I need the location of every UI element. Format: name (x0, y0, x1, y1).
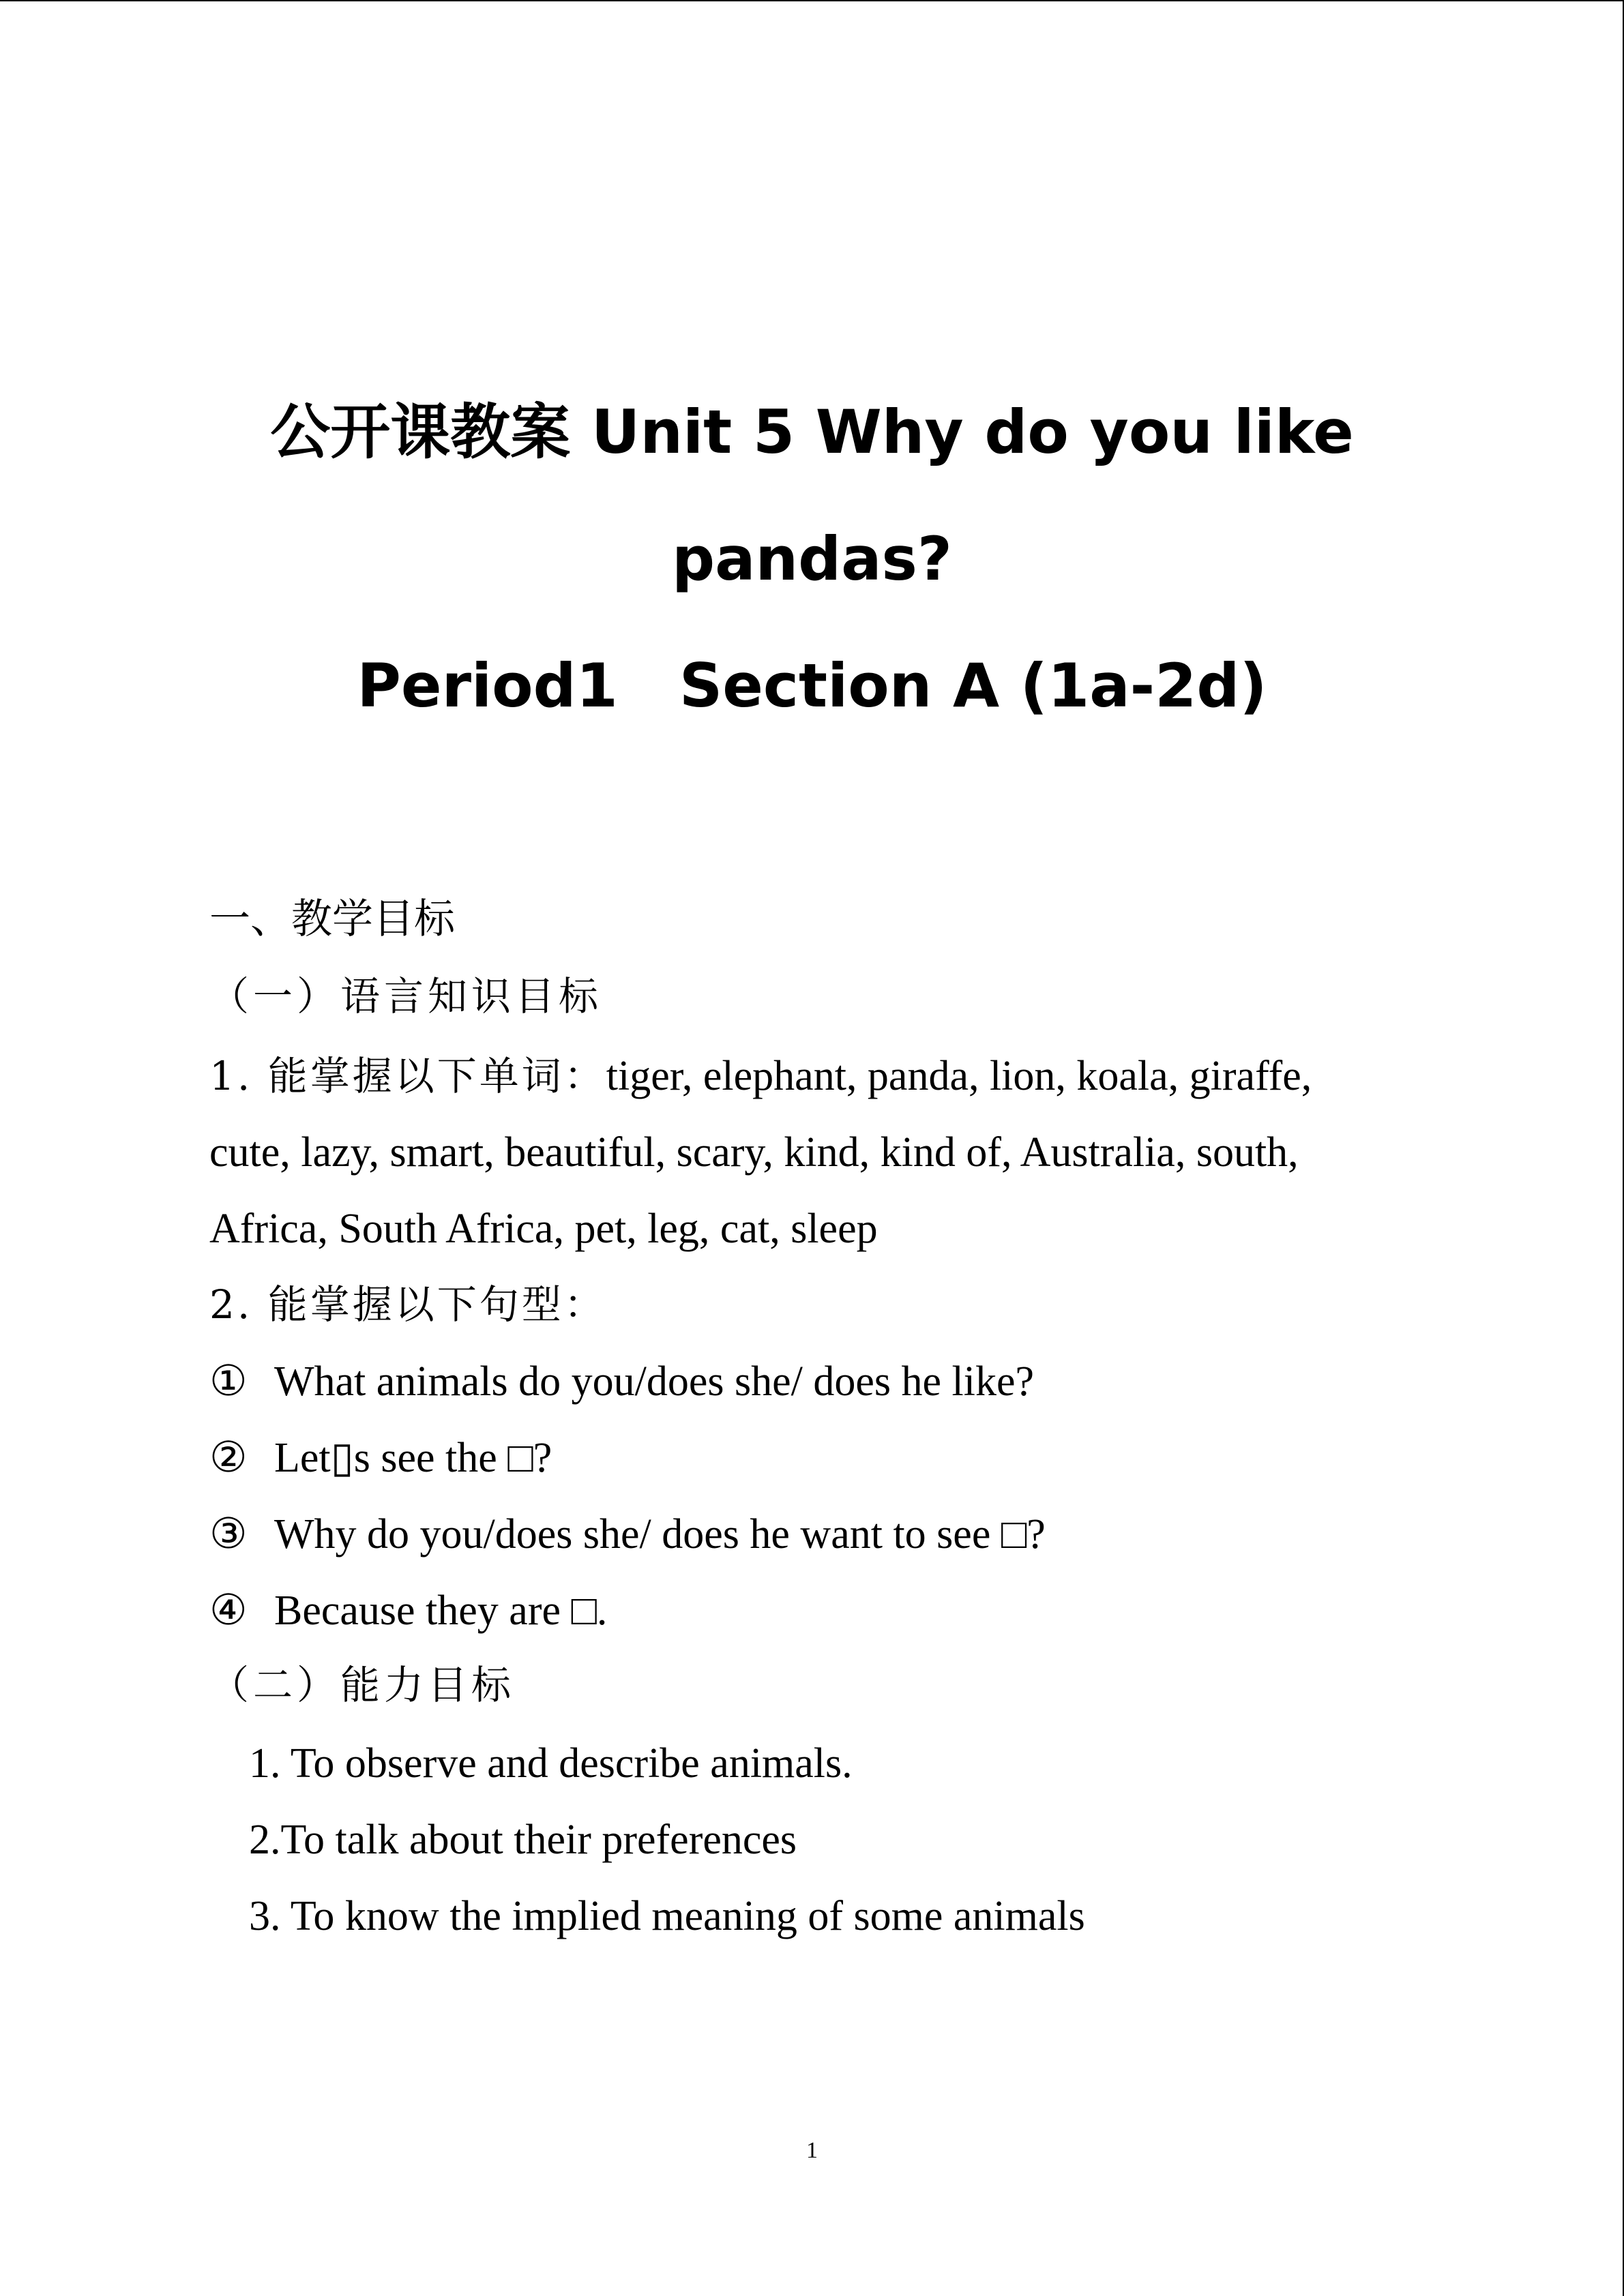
section-label: Section A (1a-2d) (679, 651, 1267, 721)
section-heading-objectives: 一、教学目标 (209, 895, 455, 943)
item-1-words-line-3: Africa, South Africa, pet, leg, cat, sleep (209, 1206, 878, 1252)
item-1-words-line-1: tiger, elephant, panda, lion, koala, giraffe, (606, 1053, 1312, 1099)
item-1-vocabulary (209, 1055, 1312, 1097)
pattern-1-number: ① (209, 1358, 248, 1405)
pattern-2-text: Let▯s see the □? (274, 1435, 552, 1481)
item-1-label: 1. 能掌握以下单词： (209, 1053, 606, 1099)
title-line-1: 公开课教案 Unit 5 Why do you like (270, 397, 1354, 467)
page-number: 1 (806, 2138, 818, 2163)
pattern-1 (209, 1360, 1034, 1403)
pattern-4-text: Because they are □. (274, 1587, 608, 1634)
item-1-words-line-2: cute, lazy, smart, beautiful, scary, kind, kind of, Australia, south, (209, 1129, 1299, 1176)
subheading-ability-objectives: （二）能力目标 (209, 1662, 516, 1708)
pattern-4 (209, 1587, 608, 1634)
pattern-3 (209, 1513, 1046, 1555)
pattern-1-text: What animals do you/does she/ does he like? (274, 1358, 1035, 1405)
item-2-sentence-patterns (209, 1283, 606, 1326)
pattern-3-text: Why do you/does she/ does he want to see □? (274, 1511, 1046, 1557)
pattern-2-number: ② (209, 1435, 248, 1481)
title-line-3 (0, 651, 1624, 721)
subheading-language-knowledge: （一）语言知识目标 (209, 973, 603, 1019)
ability-item-1: 1. To observe and describe animals. (249, 1740, 853, 1787)
title-line-2: pandas? (672, 524, 952, 594)
pattern-3-number: ③ (209, 1511, 248, 1557)
item-2-label: 2. 能掌握以下句型： (209, 1281, 606, 1328)
period-label: Period1 (357, 651, 618, 721)
pattern-4-number: ④ (209, 1587, 248, 1634)
ability-item-2: 2.To talk about their preferences (249, 1817, 797, 1863)
pattern-2 (209, 1437, 552, 1479)
ability-item-3: 3. To know the implied meaning of some animals (249, 1893, 1085, 1939)
